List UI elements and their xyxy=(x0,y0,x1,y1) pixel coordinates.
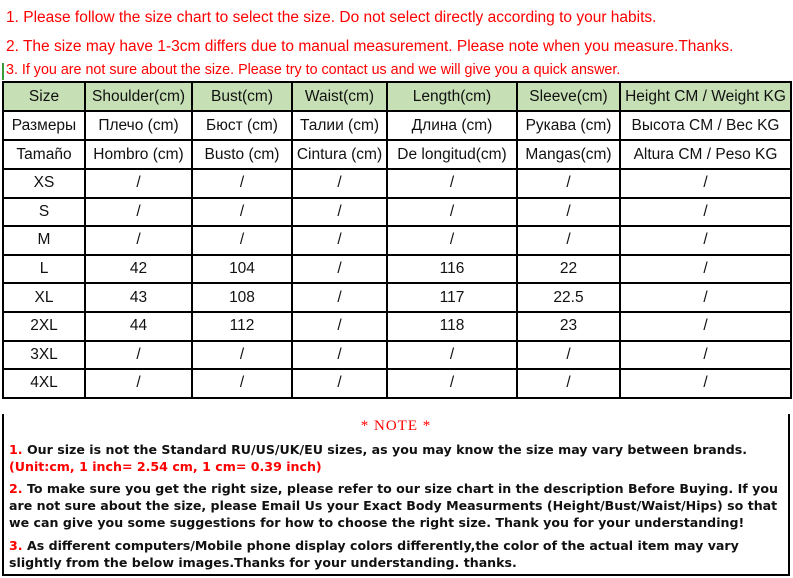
note-1-number: 1. xyxy=(9,442,23,457)
measurement-cell: / xyxy=(387,369,517,398)
measurement-cell: 22 xyxy=(517,255,620,284)
russian-row-cell: Длина (cm) xyxy=(387,111,517,140)
measurement-cell: 108 xyxy=(192,283,292,312)
russian-row-cell: Плечо (cm) xyxy=(85,111,192,140)
measurement-cell: 23 xyxy=(517,312,620,341)
header-row-cell: Shoulder(cm) xyxy=(85,82,192,111)
header-row-cell: Bust(cm) xyxy=(192,82,292,111)
measurement-cell: / xyxy=(192,198,292,227)
note-3-marker xyxy=(2,63,4,80)
spanish-row-cell: Tamaño xyxy=(3,140,85,169)
table-row xyxy=(3,369,791,398)
measurement-cell: / xyxy=(192,226,292,255)
measurement-cell: / xyxy=(387,226,517,255)
measurement-cell: / xyxy=(292,369,387,398)
measurement-cell: / xyxy=(292,283,387,312)
measurement-cell: 117 xyxy=(387,283,517,312)
note-2-text: To make sure you get the right size, please refer to our size chart in the description Before Buying. If you are not sure about the size, please Email Us your Exact Body Measurments (Height/Bust/Waist/Hips) so that we can give you some suggestions for how to choose the right size. Thank you for your understanding! xyxy=(9,481,778,530)
measurement-cell: / xyxy=(85,369,192,398)
measurement-cell: / xyxy=(620,198,791,227)
size-label-cell: 4XL xyxy=(3,369,85,398)
measurement-cell: 42 xyxy=(85,255,192,284)
spanish-row-cell: Altura CM / Peso KG xyxy=(620,140,791,169)
header-row xyxy=(3,82,791,111)
measurement-cell: / xyxy=(292,169,387,198)
note-title: * NOTE * xyxy=(360,418,432,434)
note-2 xyxy=(9,480,791,531)
measurement-cell: / xyxy=(517,369,620,398)
measurement-cell: / xyxy=(620,312,791,341)
measurement-cell: / xyxy=(620,255,791,284)
spanish-row xyxy=(3,140,791,169)
table-row xyxy=(3,283,791,312)
size-label-cell: M xyxy=(3,226,85,255)
note-3-number: 3. xyxy=(9,538,23,553)
measurement-cell: / xyxy=(292,312,387,341)
measurement-cell: / xyxy=(292,198,387,227)
table-row xyxy=(3,169,791,198)
measurement-cell: / xyxy=(387,198,517,227)
note-1 xyxy=(9,441,791,475)
top-note-1: 1. Please follow the size chart to select the size. Do not select directly according to your habits. xyxy=(6,9,657,26)
size-label-cell: L xyxy=(3,255,85,284)
measurement-cell: 44 xyxy=(85,312,192,341)
measurement-cell: / xyxy=(517,169,620,198)
measurement-cell: / xyxy=(85,198,192,227)
header-row-cell: Length(cm) xyxy=(387,82,517,111)
note-1-text: Our size is not the Standard RU/US/UK/EU sizes, as you may know the size may vary between brands. xyxy=(22,442,748,457)
measurement-cell: / xyxy=(620,169,791,198)
spanish-row-cell: Mangas(cm) xyxy=(517,140,620,169)
table-row xyxy=(3,341,791,370)
table-row xyxy=(3,255,791,284)
header-row-cell: Size xyxy=(3,82,85,111)
measurement-cell: / xyxy=(292,341,387,370)
table-row xyxy=(3,312,791,341)
measurement-cell: / xyxy=(85,341,192,370)
russian-row xyxy=(3,111,791,140)
russian-row-cell: Размеры xyxy=(3,111,85,140)
measurement-cell: 112 xyxy=(192,312,292,341)
measurement-cell: 43 xyxy=(85,283,192,312)
size-label-cell: 3XL xyxy=(3,341,85,370)
measurement-cell: 118 xyxy=(387,312,517,341)
table-row xyxy=(3,226,791,255)
size-label-cell: 2XL xyxy=(3,312,85,341)
size-table xyxy=(2,81,792,399)
measurement-cell: / xyxy=(85,226,192,255)
header-row-cell: Sleeve(cm) xyxy=(517,82,620,111)
measurement-cell: / xyxy=(517,341,620,370)
size-label-cell: XL xyxy=(3,283,85,312)
measurement-cell: / xyxy=(620,369,791,398)
measurement-cell: / xyxy=(192,169,292,198)
note-3-text: As different computers/Mobile phone display colors differently,the color of the actual item may vary slightly from the below images.Thanks for your understanding. thanks. xyxy=(9,538,739,570)
note-3 xyxy=(9,537,791,571)
russian-row-cell: Высота CM / Вес KG xyxy=(620,111,791,140)
spanish-row-cell: Cintura (cm) xyxy=(292,140,387,169)
top-note-2: 2. The size may have 1-3cm differs due to manual measurement. Please note when you measure.Thanks. xyxy=(6,38,734,55)
spanish-row-cell: De longitud(cm) xyxy=(387,140,517,169)
measurement-cell: / xyxy=(620,283,791,312)
measurement-cell: / xyxy=(517,198,620,227)
top-note-3: 3. If you are not sure about the size. Please try to contact us and we will give you a quick answer. xyxy=(6,62,621,78)
russian-row-cell: Бюст (cm) xyxy=(192,111,292,140)
measurement-cell: / xyxy=(620,226,791,255)
size-label-cell: S xyxy=(3,198,85,227)
russian-row-cell: Рукава (cm) xyxy=(517,111,620,140)
measurement-cell: / xyxy=(517,226,620,255)
spanish-row-cell: Busto (cm) xyxy=(192,140,292,169)
measurement-cell: / xyxy=(192,369,292,398)
measurement-cell: 116 xyxy=(387,255,517,284)
measurement-cell: / xyxy=(192,341,292,370)
spanish-row-cell: Hombro (cm) xyxy=(85,140,192,169)
measurement-cell: 104 xyxy=(192,255,292,284)
measurement-cell: / xyxy=(292,226,387,255)
size-label-cell: XS xyxy=(3,169,85,198)
measurement-cell: / xyxy=(85,169,192,198)
measurement-cell: / xyxy=(620,341,791,370)
header-row-cell: Height CM / Weight KG xyxy=(620,82,791,111)
notes-box xyxy=(2,414,790,576)
measurement-cell: 22.5 xyxy=(517,283,620,312)
table-row xyxy=(3,198,791,227)
russian-row-cell: Талии (cm) xyxy=(292,111,387,140)
note-2-number: 2. xyxy=(9,481,23,496)
unit-conversion: (Unit:cm, 1 inch= 2.54 cm, 1 cm= 0.39 inch) xyxy=(9,459,322,474)
measurement-cell: / xyxy=(292,255,387,284)
measurement-cell: / xyxy=(387,341,517,370)
measurement-cell: / xyxy=(387,169,517,198)
header-row-cell: Waist(cm) xyxy=(292,82,387,111)
size-table-body xyxy=(3,82,791,398)
